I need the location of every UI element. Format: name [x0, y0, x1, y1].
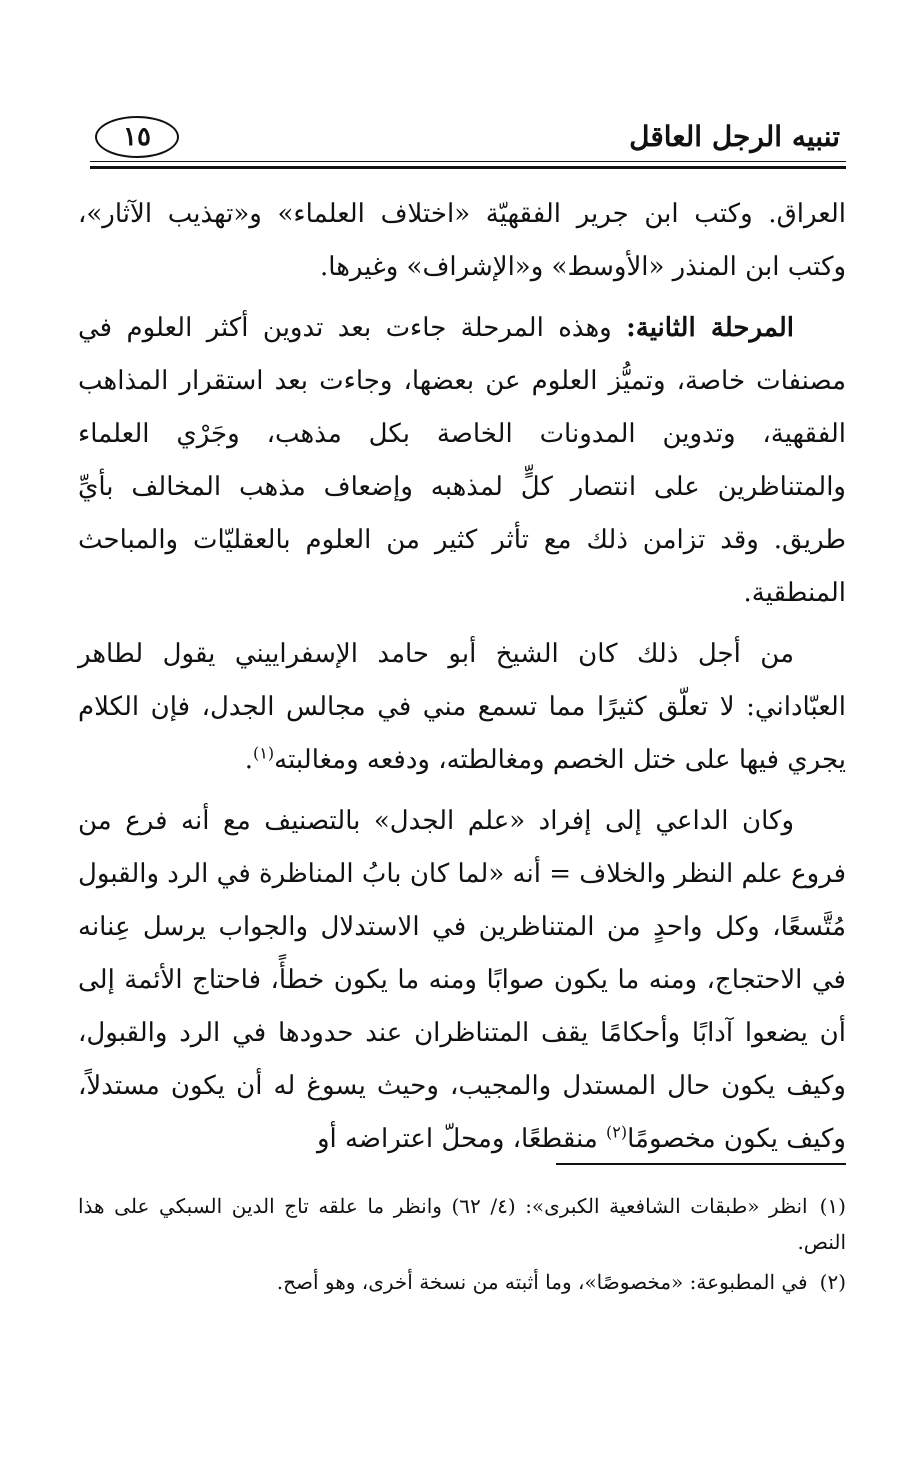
paragraph-4-text-b: منقطعًا، ومحلّ اعتراضه أو [316, 1124, 598, 1154]
paragraph-2-text: وهذه المرحلة جاءت بعد تدوين أكثر العلوم في مصنفات خاصة، وتميُّز العلوم عن بعضها، وجاءت بعد استقرار المذاهب الفقهية، وتدوين المدونات الخاصة بكل مذهب، وجَرْي العلماء والمتناظرين على انتصار كلٍّ لمذهبه وإضعاف مذهب المخالف بأيِّ طريق. وقد تزامن ذلك مع تأثر كثير من العلوم بالعقليّات والمباحث المنطقية. [78, 313, 846, 608]
footnote-separator [556, 1163, 846, 1165]
paragraph-3-text: من أجل ذلك كان الشيخ أبو حامد الإسفراييني يقول لطاهر العبّاداني: لا تعلّق كثيرًا مما تسمع مني في مجالس الجدل، فإن الكلام يجري فيها على ختل الخصم ومغالطته، ودفعه ومغالبته [78, 639, 846, 775]
main-text [78, 188, 846, 1174]
paragraph-4-text-a: وكان الداعي إلى إفراد «علم الجدل» بالتصنيف مع أنه فرع من فروع علم النظر والخلاف = أنه «لما كان بابُ المناظرة في الرد والقبول مُتَّسعًا، وكل واحدٍ من المتناظرين في الاستدلال والجواب يرسل عِنانه في الاحتجاج، ومنه ما يكون صوابًا ومنه ما يكون خطأً، فاحتاج الأئمة إلى أن يضعوا آدابًا وأحكامًا يقف المتناظران عند حدودها في الرد والقبول، وكيف يكون حال المستدل والمجيب، وحيث يسوغ له أن يكون مستدلاً، وكيف يكون مخصومًا [78, 806, 846, 1154]
footnote-number: (٢) [819, 1270, 846, 1294]
footnote-text: انظر «طبقات الشافعية الكبرى»: (٤/ ٦٢) وانظر ما علقه تاج الدين السبكي على هذا النص. [78, 1194, 846, 1254]
footnote-1 [78, 1188, 846, 1260]
header-rule-thin [90, 161, 846, 162]
header-rule-thick [90, 166, 846, 169]
footnote-number: (١) [819, 1194, 846, 1218]
paragraph-3 [78, 628, 846, 787]
footnote-text: في المطبوعة: «مخصوصًا»، وما أثبته من نسخة أخرى، وهو أصح. [276, 1270, 808, 1294]
footnotes [78, 1188, 846, 1304]
footnote-ref-2[interactable]: (٢) [606, 1122, 628, 1142]
paragraph-2 [78, 302, 846, 620]
paragraph-4 [78, 795, 846, 1166]
page-number-text: ١٥ [123, 122, 151, 152]
paragraph-3-end: . [244, 745, 254, 775]
page-number [95, 116, 179, 158]
paragraph-1: العراق. وكتب ابن جرير الفقهيّة «اختلاف العلماء» و«تهذيب الآثار»، وكتب ابن المنذر «الأوسط» و«الإشراف» وغيرها. [78, 199, 846, 282]
footnote-2 [78, 1264, 846, 1300]
section-lead: المرحلة الثانية: [626, 313, 795, 343]
footnote-ref-1[interactable]: (١) [253, 743, 275, 763]
running-title: تنبيه الرجل العاقل [629, 120, 840, 153]
